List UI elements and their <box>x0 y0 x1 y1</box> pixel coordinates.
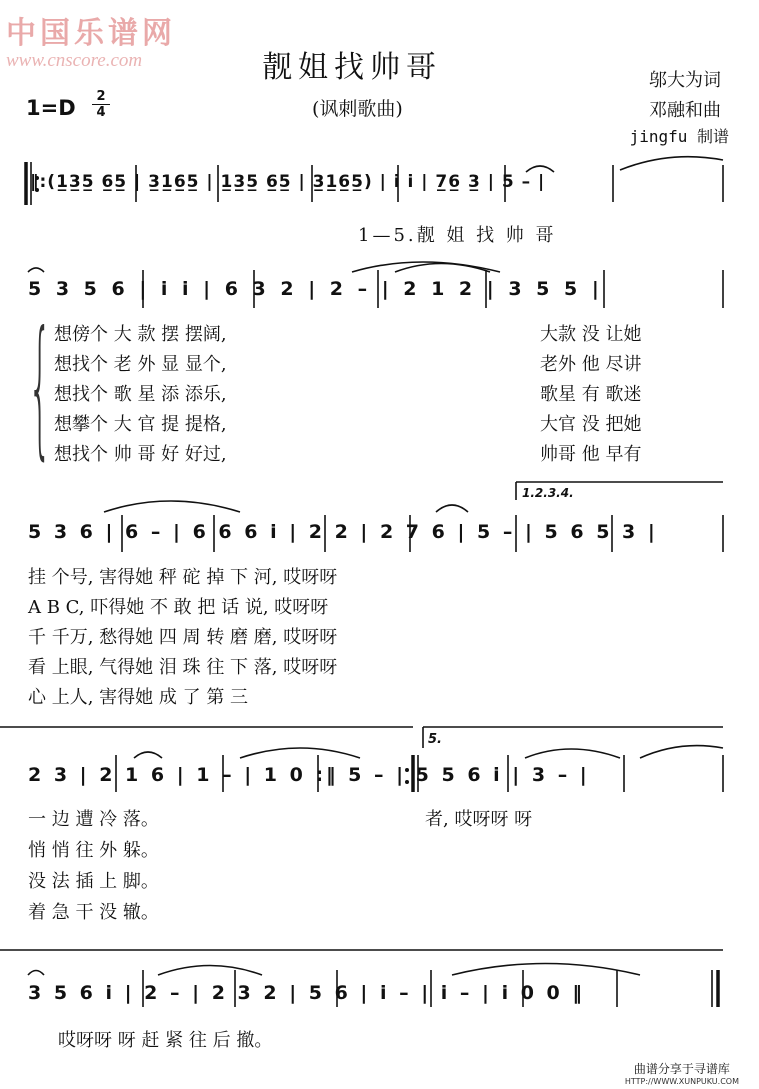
staff-line-5-notes: 3 5 6 i | 2 – | 2 3 2 | 5 6 | i – | i – | i 0 0 ‖ <box>28 982 585 1004</box>
line3-verse-5: 心 上人, 害得她 成 了 第 三 <box>28 687 249 708</box>
line3-verse-3: 千 千万, 愁得她 四 周 转 磨 磨, 哎呀呀 <box>28 627 338 648</box>
footer-credit <box>624 1060 739 1086</box>
line3-verse-4: 看 上眼, 气得她 泪 珠 往 下 落, 哎呀呀 <box>28 657 338 678</box>
staff-line-1-notes: ‖:(1̲3̲5̲ 6̲5̲ | 3̲1̲6̲5̲ | 1̲3̲5̲ 6̲5̲ | 3̲1̲6̲5̲) | i i | 7̲6̲ 3̲ | 5 – | <box>30 172 546 192</box>
watermark-site-name: 中国乐谱网 <box>6 16 176 51</box>
line2-verse-1-right: 大款 没 让她 <box>540 324 642 345</box>
line2-verse-2-right: 老外 他 尽讲 <box>540 354 642 375</box>
staff-line-1-lyric: 1—5.靓 姐 找 帅 哥 <box>358 225 557 246</box>
time-signature <box>92 90 110 119</box>
line4-verse-1: 一 边 遭 冷 落。 <box>28 809 159 830</box>
song-title: 靓姐找帅哥 <box>262 50 442 85</box>
line2-verse-3-left: 想找个 歌 星 添 添乐, <box>54 384 227 405</box>
line3-verse-1: 挂 个号, 害得她 秤 砣 掉 下 河, 哎呀呀 <box>28 567 338 588</box>
song-subtitle: (讽刺歌曲) <box>312 98 403 120</box>
volta-bracket-5: 5. <box>428 732 442 747</box>
watermark-url: www.cnscore.com <box>6 50 143 71</box>
staff-line-4-notes: 2 3 | 2 1 6 | 1 – | 1 0 :‖ 5 – | 5 5 6 i | 3 – | <box>28 764 590 786</box>
line4-verse-3: 没 法 插 上 脚。 <box>28 871 159 892</box>
line3-verse-2: A B C, 吓得她 不 敢 把 话 说, 哎呀呀 <box>28 597 329 618</box>
verse-brace: { <box>28 300 52 474</box>
line2-verse-4-right: 大官 没 把她 <box>540 414 642 435</box>
time-denominator: 4 <box>96 105 106 120</box>
staff-line-2-notes: 5 3 5 6 | i i | 6 3 2 | 2 – | 2 1 2 | 3 5 5 | <box>28 278 603 300</box>
line2-verse-5-right: 帅哥 他 早有 <box>540 444 642 465</box>
key-signature: 1=D <box>26 96 76 120</box>
line2-verse-3-right: 歌星 有 歌迷 <box>540 384 642 405</box>
line4-verse-2: 悄 悄 往 外 躲。 <box>28 840 159 861</box>
staff-line-5-lyric: 哎呀呀 呀 赶 紧 往 后 撤。 <box>58 1030 273 1051</box>
line2-verse-2-left: 想找个 老 外 显 显个, <box>54 354 227 375</box>
line2-verse-5-left: 想找个 帅 哥 好 好过, <box>54 444 227 465</box>
composer-credit: 邓融和曲 <box>649 100 721 121</box>
transcriber-credit: jingfu 制谱 <box>629 127 729 146</box>
staff-line-3-notes: 5 3 6 | 6 – | 6 6 6 i | 2 2 | 2 7 6 | 5 – | 5 6 5 3 | <box>28 521 658 543</box>
line2-verse-1-left: 想傍个 大 款 摆 摆阔, <box>54 324 227 345</box>
line2-verse-4-left: 想攀个 大 官 提 提格, <box>54 414 227 435</box>
time-numerator: 2 <box>96 89 106 104</box>
footer-text: 曲谱分享于寻谱库 <box>633 1062 730 1076</box>
volta-bracket-1-4: 1.2.3.4. <box>522 486 574 500</box>
lyricist-credit: 邬大为词 <box>649 70 721 91</box>
footer-url[interactable]: HTTP://WWW.XUNPUKU.COM <box>624 1077 739 1086</box>
line4-verse-4: 着 急 干 没 辙。 <box>28 902 159 923</box>
line4-alt-lyric: 者, 哎呀呀 呀 <box>425 809 533 830</box>
